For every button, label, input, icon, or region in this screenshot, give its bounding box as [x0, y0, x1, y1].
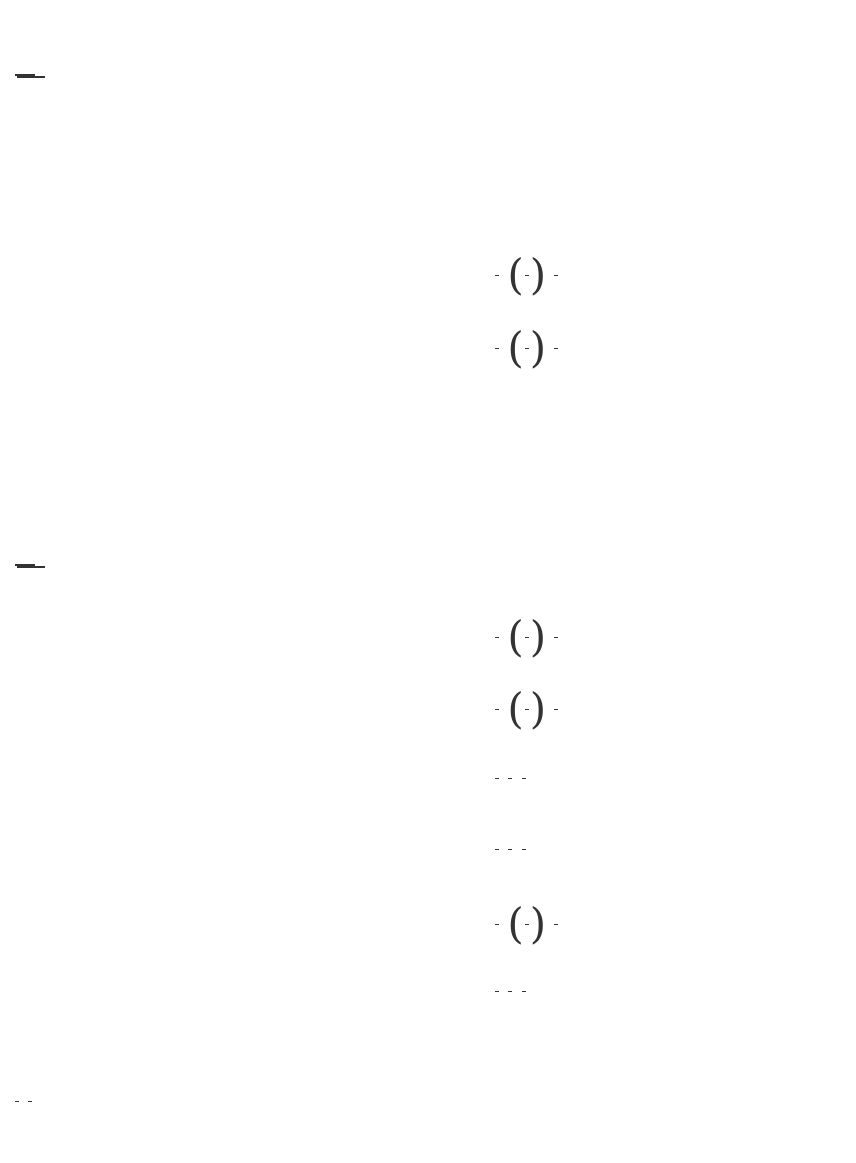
fraction [495, 637, 499, 638]
fraction [28, 1101, 32, 1102]
fraction [508, 849, 512, 850]
fraction [522, 849, 526, 850]
fraction [554, 637, 558, 638]
task-5-d-line-1: ( ) [494, 616, 559, 658]
fraction [495, 348, 499, 349]
task-4-number [15, 74, 35, 76]
fraction [495, 849, 499, 850]
fraction [554, 275, 558, 276]
fraction [525, 348, 529, 349]
task-5-number [15, 564, 35, 566]
fraction [495, 709, 499, 710]
fraction [15, 1101, 19, 1102]
fraction [495, 991, 499, 992]
fraction [525, 924, 529, 925]
fraction [495, 924, 499, 925]
fraction [525, 709, 529, 710]
fraction [508, 991, 512, 992]
task-4-z-line-2: ( ) [494, 327, 559, 369]
fraction [495, 778, 499, 779]
fraction [554, 709, 558, 710]
fraction [525, 637, 529, 638]
fraction [522, 778, 526, 779]
fraction [554, 348, 558, 349]
fraction [525, 275, 529, 276]
task-5-d-line-3 [494, 762, 527, 792]
fraction [522, 991, 526, 992]
task-5-e-line-1 [494, 833, 527, 863]
task-5-e-line-2: ( ) [494, 903, 559, 945]
task-5-e-line-3 [494, 975, 527, 1005]
task-4-z-line-1: ( ) [494, 254, 559, 296]
task-5-last-line [14, 1085, 33, 1115]
fraction [508, 778, 512, 779]
fraction [495, 275, 499, 276]
task-5-d-line-2: ( ) [494, 688, 559, 730]
fraction [554, 924, 558, 925]
